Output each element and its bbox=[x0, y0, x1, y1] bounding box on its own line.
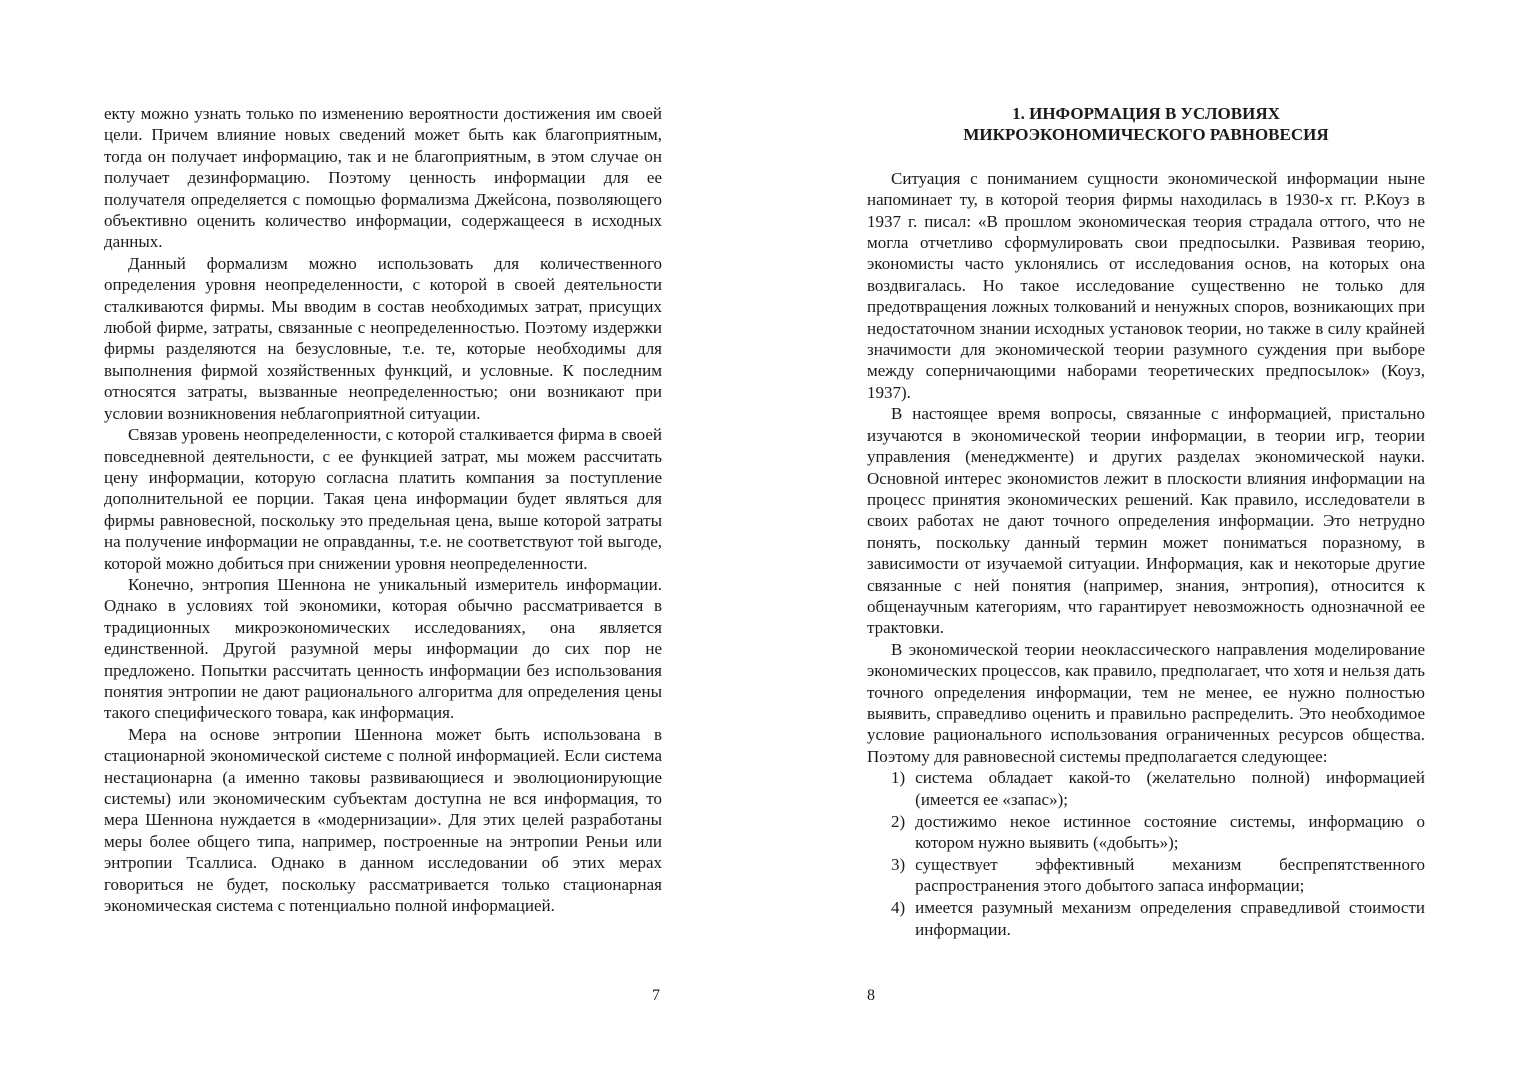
paragraph: Связав уровень неопределенности, с которой сталкивается фирма в своей повседневной деятельности, с ее функцией затрат, мы можем рассчитать цену информации, которую согласна платить компания за поступление дополнительной ее порции. Такая цена информации будет являться для фирмы равновесной, поскольку это предельная цена, выше которой затраты на получение информации не оправданны, т.е. не соответствуют той выгоде, которой можно добиться при снижении уровня неопределенности. bbox=[104, 425, 662, 573]
list-item-number: 3) bbox=[891, 854, 906, 874]
paragraph: Ситуация с пониманием сущности экономической информации ныне напоминает ту, в которой теория фирмы находилась в 1930-х гг. Р.Коуз в 1937 г. писал: «В прошлом экономическая теория страдала оттого, что не могла отчетливо сформулировать свои предпосылки. Развивая теорию, экономисты часто уклонялись от исследования основ, на которых она воздвигалась. Но такое исследование существенно не только для предотвращения ложных толкований и ненужных споров, возникающих при недостаточном знании исходных установок теории, но также в силу крайней значимости для экономической теории разумного суждения при выборе между соперничающими наборами теоретических предпосылок» (Коуз, 1937). bbox=[867, 168, 1425, 402]
list-item-text: имеется разумный механизм определения справедливой стоимости информации. bbox=[915, 898, 1425, 939]
paragraph: Конечно, энтропия Шеннона не уникальный измеритель информации. Однако в условиях той экономики, которая обычно рассматривается в традиционных микроэкономических исследованиях, она является единственной. Другой разумной меры информации до сих пор не предложено. Попытки рассчитать ценность информации без использования понятия энтропии не дают рационального алгоритма для определения цены такого специфического товара, как информация. bbox=[104, 574, 662, 723]
list-item bbox=[867, 897, 1425, 940]
list-item-text: существует эффективный механизм беспрепятственного распространения этого добытого запаса информации; bbox=[915, 854, 1425, 896]
paragraph: екту можно узнать только по изменению вероятности достижения им своей цели. Причем влияние новых сведений может быть как благоприятным, тогда он получает информацию, так и не благоприятным, в этом случае он получает дезинформацию. Поэтому ценность информации для ее получателя определяется с помощью формализма Джейсона, позволяющего объективно оценить количество информации, содержащееся в исходных данных. bbox=[104, 104, 662, 252]
list-item bbox=[867, 811, 1425, 854]
list-item-number: 4) bbox=[891, 898, 906, 918]
section-heading-line: МИКРОЭКОНОМИЧЕСКОГО РАВНОВЕСИЯ bbox=[963, 125, 1329, 145]
right-text-column bbox=[867, 103, 1425, 940]
right-page bbox=[764, 0, 1528, 1080]
list-item-text: достижимо некое истинное состояние системы, информацию о котором нужно выявить («добыть»); bbox=[915, 811, 1425, 852]
section-heading bbox=[867, 103, 1425, 146]
section-heading-line: 1. ИНФОРМАЦИЯ В УСЛОВИЯХ bbox=[1012, 104, 1280, 123]
paragraph: Данный формализм можно использовать для количественного определения уровня неопределенности, с которой в своей деятельности сталкиваются фирмы. Мы вводим в состав необходимых затрат, присущих любой фирме, затраты, связанные с неопределенностью. Поэтому издержки фирмы разделяются на безусловные, т.е. те, которые необходимы для выполнения фирмой хозяйственных функций, и условные. К последним относятся затраты, вызванные неопределенностью; они возникают при условии возникновения неблагоприятной ситуации. bbox=[104, 253, 662, 423]
paragraph: Мера на основе энтропии Шеннона может быть использована в стационарной экономической системе с полной информацией. Если система нестационарна (а именно таковы развивающиеся и эволюционирующие системы) или экономическим субъектам доступна не вся информация, то мера Шеннона нуждается в «модернизации». Для этих целей разработаны меры более общего типа, например, построенные на энтропии Реньи или энтропии Тсаллиса. Однако в данном исследовании об этих мерах говориться не будет, поскольку рассматривается только стационарная экономическая система с потенциально полной информацией. bbox=[104, 724, 662, 916]
list-item bbox=[867, 767, 1425, 810]
list-item bbox=[867, 854, 1425, 897]
page-number: 7 bbox=[652, 987, 660, 1004]
list-item-text: система обладает какой-то (желательно полной) информацией (имеется ее «запас»); bbox=[915, 768, 1425, 809]
list-item-number: 2) bbox=[891, 811, 906, 831]
numbered-list bbox=[867, 767, 1425, 940]
paragraph: В экономической теории неоклассического направления моделирование экономических процессов, как правило, предполагает, что хотя и нельзя дать точного определения информации, тем не менее, ее нужно полностью выявить, справедливо оценить и правильно распределить. Это необходимое условие рационального использования ограниченных ресурсов общества. Поэтому для равновесной системы предполагается следующее: bbox=[867, 639, 1425, 766]
left-text-column bbox=[104, 103, 662, 916]
paragraph: В настоящее время вопросы, связанные с информацией, пристально изучаются в экономической теории информации, в теории игр, теории управления (менеджменте) и других разделах экономической науки. Основной интерес экономистов лежит в плоскости влияния информации на процесс принятия экономических решений. Как правило, исследователи в своих работах не дают точного определения информации. Это нетрудно понять, поскольку данный термин может пониматься поразному, в зависимости от изучаемой ситуации. Информация, как и некоторые другие связанные с ней понятия (например, знания, энтропия), относится к общенаучным категориям, что гарантирует невозможность однозначной ее трактовки. bbox=[867, 404, 1425, 638]
page-number: 8 bbox=[867, 987, 875, 1004]
list-item-number: 1) bbox=[891, 768, 906, 788]
